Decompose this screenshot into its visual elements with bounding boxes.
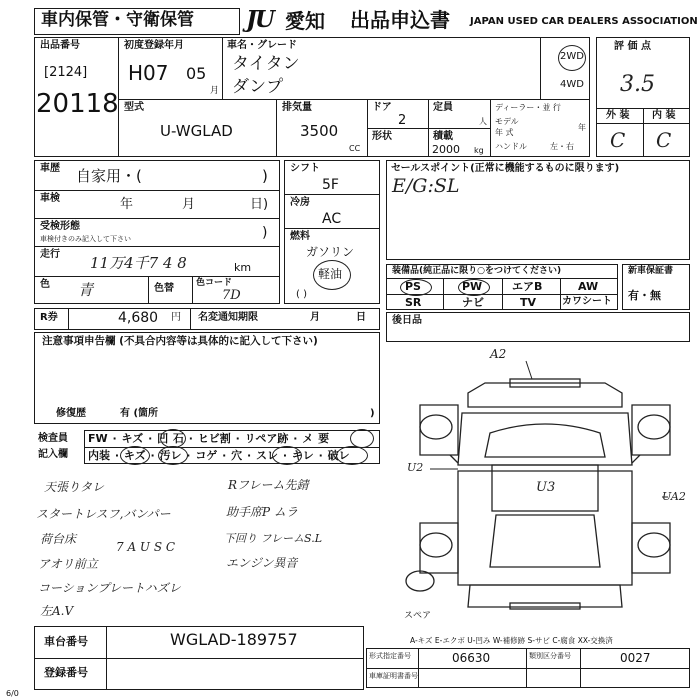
ins-need: 要: [318, 432, 330, 445]
shape-label: 形状: [372, 131, 392, 142]
drive-4wd: 4WD: [560, 79, 584, 90]
receiving-label: 受検形態: [40, 221, 80, 232]
recycle-value: 4,680: [118, 310, 159, 326]
ins-dirt: 汚レ: [159, 449, 182, 462]
shift-label: シフト: [290, 163, 320, 174]
inspector-label: 検査員: [38, 433, 68, 444]
equip-navi: ナビ: [462, 296, 484, 309]
color-code-value: 7D: [222, 288, 241, 303]
ins-dirt-circle: [158, 446, 188, 465]
mark-ua2: UA2: [662, 490, 686, 503]
note-right-4: エンジン異音: [226, 556, 298, 570]
receiving-close: ): [262, 225, 268, 241]
ins-scratch: キズ: [121, 432, 144, 445]
car-grade: ダンプ: [232, 77, 284, 97]
color-label: 色: [40, 279, 50, 290]
listing-number: 20118: [36, 89, 119, 119]
note-left-1: 天張りタレ: [44, 480, 105, 494]
ins-rub: スレ: [256, 449, 278, 462]
ac-value: AC: [322, 211, 342, 227]
post-notes-label: 後日品: [392, 315, 422, 326]
ins-int-scratch-circle: [120, 446, 150, 465]
displacement-value: 3500: [300, 122, 339, 140]
ins-stone: 石: [172, 432, 184, 445]
load-value: 2000: [432, 143, 460, 156]
form-number-label: 形式指定番号: [369, 652, 411, 660]
mark-a2: A2: [490, 347, 507, 361]
dealer-label: ディーラー・並 行: [495, 103, 561, 112]
ins-dent: 凹: [157, 432, 169, 445]
interior-grade: C: [656, 128, 672, 152]
ins-hole: 穴: [231, 449, 243, 462]
legend: A-キズ E-エクボ U-凹み W-補修跡 S-サビ C-腐食 XX-交換済: [410, 636, 613, 645]
equip-aw: AW: [578, 280, 599, 293]
exterior-label: 外 装: [606, 110, 630, 121]
category-number-value: 0027: [620, 651, 651, 665]
ins-rub-circle: [272, 446, 302, 465]
inspector-entry-label: 記入欄: [38, 449, 68, 460]
new-registration-label: 新車保証書: [628, 266, 674, 276]
ins-fw: FW: [88, 432, 108, 445]
chassis-label: 車台番号: [44, 635, 88, 648]
name-change-label: 名変通知期限: [198, 312, 258, 323]
equip-airbag: エアB: [512, 280, 543, 293]
listing-bracket: [2124]: [44, 65, 88, 80]
selling-points-label: セールスポイント(正常に機能するものに限ります): [391, 163, 620, 174]
ins-tear-circle: [336, 446, 368, 465]
registration-year: H07: [128, 61, 169, 85]
inspection-day: 日): [250, 197, 269, 212]
first-registration-label: 初度登録年月: [124, 40, 184, 51]
new-registration-value: 有・無: [628, 289, 661, 302]
registration-month-unit: 月: [210, 86, 220, 96]
listing-number-label: 出品番号: [40, 40, 80, 51]
association-name: JAPAN USED CAR DEALERS ASSOCIATION: [470, 16, 698, 27]
repair-value: 有 (箇所: [120, 408, 159, 419]
ins-repair: リペア跡: [244, 432, 289, 445]
logo-prefecture: 愛知: [285, 9, 325, 33]
capacity-label: 定員: [433, 102, 453, 113]
equip-tv: TV: [520, 296, 537, 309]
exterior-grade: C: [610, 128, 626, 152]
inspection-label: 車検: [40, 193, 60, 204]
drive-2wd: 2WD: [560, 51, 584, 62]
registration-month: 05: [186, 64, 207, 83]
displacement-unit: CC: [349, 144, 361, 153]
note-left-3: 荷台床: [40, 532, 77, 546]
receiving-note: 車検付きのみ記入して下さい: [40, 235, 131, 243]
repair-label: 修復歴: [56, 408, 86, 419]
color-value: 青: [78, 281, 94, 299]
load-unit: kg: [474, 146, 484, 155]
post-notes-box: [386, 312, 690, 342]
garage-cert-label: 車庫証明書番号: [369, 672, 418, 680]
ins-burn: コゲ: [195, 449, 218, 462]
fuel-other: ( ): [296, 289, 307, 300]
recycle-label: R券: [40, 312, 58, 323]
inspection-year: 年: [120, 197, 134, 212]
mark-u2: U2: [407, 461, 424, 474]
selling-points-value: E/G:SL: [392, 175, 460, 197]
interior-label: 内 装: [652, 110, 676, 121]
load-label: 積載: [433, 131, 453, 142]
note-right-3: 下回り フレームS.L: [224, 532, 323, 545]
note-right-2: 助手席P ムラ: [226, 505, 298, 519]
fuel-label: 燃料: [290, 231, 310, 242]
inspector-row-1: FW · キズ · 凹 石 · ヒビ割 · リペア跡 · メ 要: [88, 432, 330, 445]
rating-label: 評 価 点: [614, 41, 651, 52]
plate-label: 登録番号: [44, 666, 88, 679]
color-code-label: 色コード: [196, 278, 233, 288]
recycle-unit: 円: [171, 312, 181, 323]
mileage-value: 11万4千7 4 8: [90, 254, 187, 272]
note-left-4: アオリ前立: [38, 557, 98, 571]
equip-ps: PS: [405, 280, 421, 293]
ac-label: 冷房: [290, 197, 310, 208]
equip-pw: PW: [462, 280, 483, 293]
ins-tear: 破レ: [327, 449, 350, 462]
name-change-month: 月: [310, 312, 320, 323]
note-left-2: スタートレスフ,バンパー: [36, 507, 171, 521]
note-left-6: 左A.V: [40, 604, 74, 618]
history-value: 自家用・(: [76, 167, 142, 185]
doors-label: ドア: [372, 102, 392, 113]
footer-mark: 6/0: [6, 689, 19, 698]
displacement-label: 排気量: [282, 102, 312, 113]
repair-close: ): [370, 408, 375, 419]
equip-leather: カワシート: [562, 296, 612, 307]
form-number-value: 06630: [452, 651, 491, 665]
spare-label: スペア: [404, 611, 432, 621]
ins-cut: キレ: [291, 449, 314, 462]
history-close: ): [262, 167, 268, 185]
model-label: 型式: [124, 102, 144, 113]
ins-int-scratch: キズ: [123, 449, 146, 462]
note-left-extra: 7 A U S C: [116, 540, 176, 554]
dealer-model-label: モデル: [495, 117, 519, 126]
ins-interior: 内装: [88, 449, 110, 462]
dealer-model-unit: 年: [578, 123, 586, 132]
equip-sr: SR: [405, 296, 422, 309]
category-number-label: 類別区分番号: [529, 652, 571, 660]
model-value: U-WGLAD: [160, 122, 233, 140]
inspector-row-2: 内装 · キズ · 汚レ · コゲ · 穴 · スレ · キレ · 破レ: [88, 449, 350, 462]
chassis-number: WGLAD-189757: [170, 630, 298, 649]
inspection-month: 月: [182, 197, 196, 212]
shift-value: 5F: [322, 177, 339, 193]
storage-label: 車内保管・守衛保管: [41, 10, 194, 30]
name-change-day: 日: [356, 312, 366, 323]
color-change-label: 色替: [154, 283, 174, 294]
car-name-label: 車名・グレード: [227, 40, 297, 51]
handle-label: ハンドル: [495, 142, 527, 151]
mileage-unit: km: [234, 261, 252, 274]
mark-u3: U3: [536, 480, 556, 495]
handle-value: 左・右: [550, 142, 574, 151]
car-name: タイタン: [232, 54, 300, 74]
ins-crack: ヒビ割: [197, 432, 231, 445]
ju-logo: JU: [246, 6, 273, 33]
capacity-unit: 人: [479, 117, 487, 126]
equipment-label: 装備品(純正品に限り○をつけてください): [392, 266, 562, 276]
history-label: 車歴: [40, 163, 60, 174]
ins-x: メ: [302, 432, 314, 445]
notes-label: 注意事項申告欄 (不具合内容等は具体的に記入して下さい): [42, 335, 318, 347]
note-left-5: コーションプレートハズレ: [38, 581, 181, 595]
fuel-gasoline: ガソリン: [306, 245, 355, 259]
dealer-type-label: 年 式: [495, 128, 514, 137]
rating-score: 3.5: [620, 72, 655, 97]
fuel-diesel: 軽油: [318, 267, 343, 281]
form-title: 出品申込書: [350, 8, 450, 32]
mileage-label: 走行: [40, 249, 60, 260]
doors-value: 2: [398, 113, 407, 128]
note-right-1: Rフレーム先錆: [228, 478, 309, 492]
